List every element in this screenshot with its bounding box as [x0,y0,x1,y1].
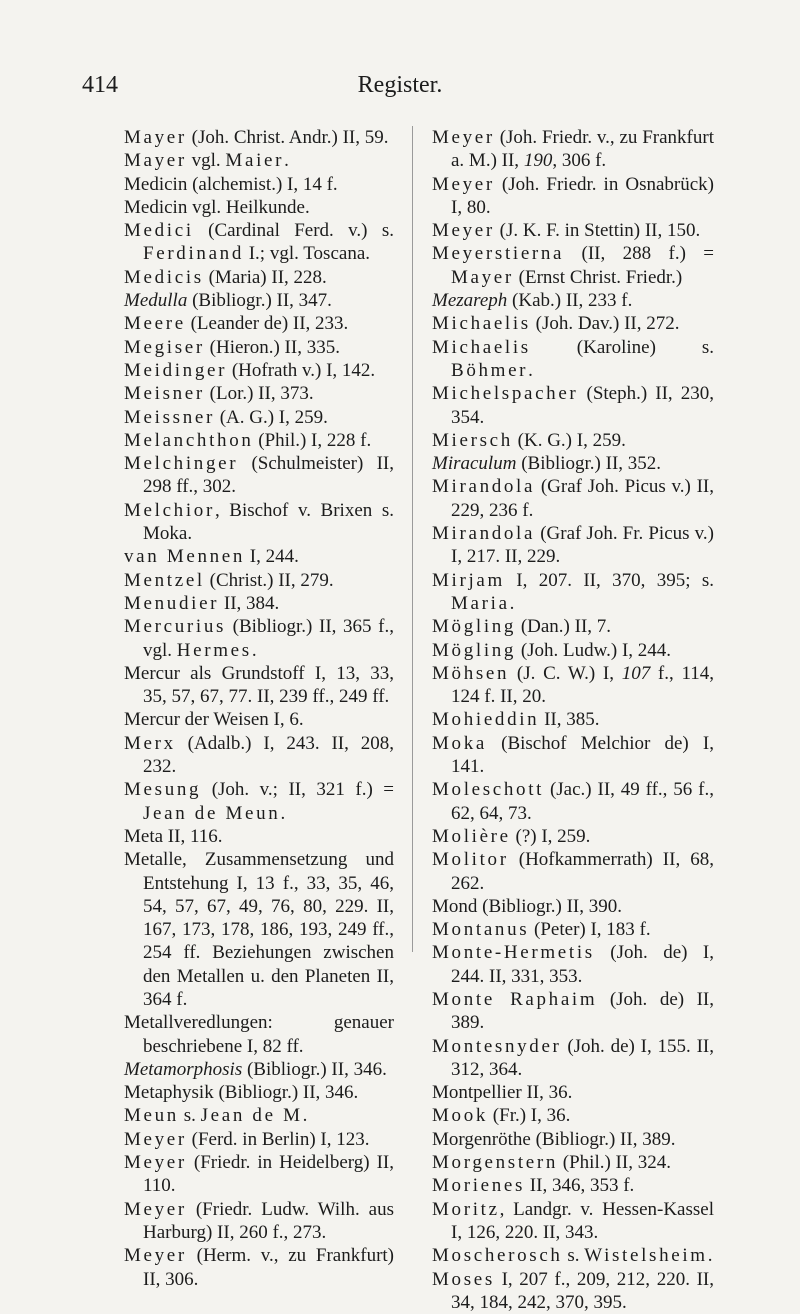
index-entry [124,1151,394,1198]
index-entry-name: Melanchthon [124,429,254,451]
index-entry-name: Moritz [432,1198,500,1220]
index-entry-text: (Joh. de) II, 389. [451,988,714,1034]
index-entry [432,312,714,335]
index-entry-text: (Bibliogr.) II, 365 f., vgl. [143,616,394,661]
index-entry-text: II, 384. [219,592,280,614]
index-entry [432,126,714,173]
index-entry [432,848,714,895]
index-entry [124,1081,394,1104]
index-entry-text: , Bischof v. Brixen s. Moka. [143,499,394,545]
index-entry-name: Mirjam [432,569,505,591]
index-entry [124,382,394,405]
index-entry-text: . [284,150,289,172]
index-entry-name: Monte-Hermetis [432,942,595,964]
index-entry [432,639,714,662]
index-entry-text: (Joh. Friedr. v., zu Frankfurt a. M.) II, [451,127,714,172]
index-entry [124,452,394,499]
index-entry-text: (Karoline) s. [530,336,714,358]
index-entry-name: Meyer [124,1245,187,1267]
index-entry [124,173,394,196]
index-entry-text: (Friedr. in Heidelberg) II, 110. [143,1152,394,1197]
index-entry [124,708,394,731]
index-entry [124,289,394,312]
index-entry-text: (Joh. v.; II, 321 f.) = [201,779,394,801]
index-entry [432,1151,714,1174]
index-entry [432,452,714,475]
index-entry-name: Mayer [124,127,187,148]
index-entry-text: Metalle, Zusammensetzung und Entstehung I, 13 f., 33, 35, 46, 54, 57, 67, 49, 76, 80, 229. II, 167, 173, 178, 186, 193, 249 ff., 254 ff. Beziehungen zwischen den Metallen u. den Planeten II, 364 f. [124,849,394,1010]
index-entry-text: s. [562,1245,585,1267]
index-entry-name: Jean de M [200,1105,303,1127]
index-entry-name: Meyer [432,127,495,148]
index-entry-text: vgl. [186,150,226,172]
index-entry-name: Möhsen [432,662,510,684]
index-entry-name: Miersch [432,429,513,451]
index-entry-text: (Bibliogr.) II, 347. [187,290,332,312]
index-entry-text: (Joh. Dav.) II, 272. [530,313,680,335]
index-entry-name: Moka [432,732,487,754]
index-entry-text: (Ernst Christ. Friedr.) [513,266,683,288]
index-entry-name: Meidinger [124,359,228,381]
index-entry-text: (Joh. de) I, 155. II, 312, 364. [451,1035,714,1080]
index-entry [124,848,394,1011]
index-entry-name: Meyer [124,1198,187,1220]
index-entry [432,895,714,918]
index-entry-text: 190 [523,150,553,172]
index-entry-text: (Graf Joh. Picus v.) II, 229, 236 f. [451,476,714,521]
index-entry-name: Meissner [124,406,215,428]
index-entry-name: Morgenstern [432,1152,559,1174]
index-entry-text: (Cardinal Ferd. v.) s. [193,220,394,242]
index-entry-text: (Bibliogr.) II, 346. [242,1058,387,1080]
column-divider [412,126,413,952]
index-entry-text: (Joh. de) I, 244. II, 331, 353. [451,942,714,987]
index-entry [124,592,394,615]
index-entry-text: (Joh. Friedr. in Osnabrück) I, 80. [451,173,714,218]
index-entry [432,732,714,779]
index-entry [124,312,394,335]
index-entry-name: Moleschott [432,779,545,801]
index-entry [432,289,714,312]
index-entry [124,196,394,219]
index-entry-name: Mohieddin [432,709,540,731]
index-entry [124,778,394,825]
index-entry-name: Medicis [124,266,204,288]
index-entry-name: Mirandola [432,523,536,545]
index-entry [432,918,714,941]
index-entry-name: Medici [124,220,194,242]
index-entry-text: (Friedr. Ludw. Wilh. aus Harburg) II, 260 f., 273. [143,1198,394,1243]
index-entry-name: Michelspacher [432,383,579,405]
index-entry [124,266,394,289]
index-entry [124,545,394,568]
index-entry-name: Moses [432,1268,495,1290]
index-entry-name: Meisner [124,383,205,405]
index-entry [432,1268,714,1314]
index-entry-name: Menudier [124,592,220,614]
index-entry-text: Miraculum [432,453,517,475]
index-entry [124,336,394,359]
index-entry-text: Montpellier II, 36. [432,1082,573,1104]
index-column-right [432,126,714,1314]
index-entry [432,242,714,289]
index-entry-name: Molitor [432,849,509,871]
index-entry-text: (Phil.) II, 324. [558,1152,671,1174]
index-entry [432,1081,714,1104]
index-entry [432,173,714,220]
index-entry-text: (Schulmeister) II, 298 ff., 302. [143,453,394,498]
index-entry-text: (Jac.) II, 49 ff., 56 f., 62, 64, 73. [451,779,714,824]
index-entry [432,1128,714,1151]
index-entry [432,1104,714,1127]
index-entry-text: Medicin (alchemist.) I, 14 f. [124,173,338,195]
index-entry [124,732,394,779]
index-entry [432,988,714,1035]
index-entry-text: I, 207. II, 370, 395; s. [504,569,714,591]
index-entry-text: (II, 288 f.) = [564,243,714,265]
index-entry [432,708,714,731]
index-entry-text: (Phil.) I, 228 f. [253,429,372,451]
index-entry-name: Ferdinand [143,243,244,265]
index-entry-text: (Ferd. in Berlin) I, 123. [186,1128,370,1150]
index-entry-name: Meyer [432,173,495,195]
index-entry-text: (Christ.) II, 279. [204,569,334,591]
index-entry-text: Metaphysik (Bibliogr.) II, 346. [124,1082,359,1104]
index-entry-text: Mond (Bibliogr.) II, 390. [432,895,622,917]
index-entry-text: , 306 f. [552,150,607,172]
index-entry-name: Mirandola [432,476,536,498]
index-entry-text: . [302,1105,308,1127]
index-entry-text: . [509,592,515,614]
index-entry [124,126,394,149]
index-entry-text: Mezareph [432,290,508,312]
index-entry-text: Mercur der Weisen I, 6. [124,709,304,731]
index-entry-text: II, 346, 353 f. [525,1175,635,1197]
index-entry [432,825,714,848]
index-entry-text: (Maria) II, 228. [203,266,327,288]
index-entry [124,1128,394,1151]
index-entry [432,336,714,383]
index-entry-text: . [280,802,286,824]
index-entry-text: Medulla [124,290,188,312]
index-entry-name: Molière [432,825,511,847]
index-entry [124,1104,394,1127]
index-entry-text: (Joh. Christ. Andr.) II, 59. [186,127,389,148]
index-entry-text: s. [178,1105,201,1127]
index-entry-text: (Hofrath v.) I, 142. [227,359,376,381]
index-entry [432,778,714,825]
index-entry-text: (Fr.) I, 36. [488,1105,571,1127]
index-entry-text: (Lor.) II, 373. [204,383,314,405]
index-entry-text: Morgenröthe (Bibliogr.) II, 389. [432,1128,676,1150]
index-entry-name: Michaelis [432,313,531,335]
index-entry-text: (J. C. W.) I, [509,662,622,684]
index-entry-text: (Adalb.) I, 243. II, 208, 232. [143,732,394,778]
index-entry [124,1011,394,1058]
index-entry-text: (Herm. v., zu Frankfurt) II, 306. [143,1245,394,1290]
index-entry-name: Moscherosch [432,1245,563,1267]
index-entry [432,615,714,638]
index-entry-name: Jean de Meun [143,802,281,824]
index-entry-text: Metamorphosis [124,1058,243,1080]
index-entry-text: (K. G.) I, 259. [512,429,626,451]
index-entry [432,569,714,616]
index-entry-name: Meyer [432,220,495,242]
index-entry-text: I, 207 f., 209, 212, 220. II, 34, 184, 242, 370, 395. [451,1268,714,1313]
index-entry [124,149,394,172]
index-entry-text: (Steph.) II, 230, 354. [451,383,714,428]
index-entry [432,475,714,522]
index-entry-text: Meta II, 116. [124,825,223,847]
index-entry [432,382,714,429]
index-entry [124,219,394,266]
index-entry [432,1244,714,1267]
index-entry-name: Maria [451,592,510,614]
page-title: Register. [357,72,443,98]
index-entry [124,662,394,709]
index-entry-name: Merx [124,732,176,754]
index-entry [124,359,394,382]
index-entry [432,1198,714,1245]
index-entry [432,522,714,569]
index-entry-name: Wistelsheim [584,1245,708,1267]
index-entry-text: (Hofkammerrath) II, 68, 262. [451,849,714,894]
index-entry-name: Mögling [432,616,517,638]
index-entry-name: Montesnyder [432,1035,562,1057]
index-entry-name: Mesung [124,779,202,801]
index-entry-name: Mayer [451,266,514,288]
index-entry [432,941,714,988]
index-entry-name: Mercurius [124,616,227,638]
index-entry-text: I, 244. [245,546,299,568]
index-entry-name: Mentzel [124,569,205,591]
index-entry [432,1174,714,1197]
index-entry-text: (Leander de) II, 233. [185,313,349,335]
index-entry-text: , Landgr. v. Hessen-Kassel I, 126, 220. II, 343. [451,1198,714,1243]
index-entry-text: (Peter) I, 183 f. [529,919,651,941]
index-entry-name: Mook [432,1105,489,1127]
index-entry-text: (A. G.) I, 259. [214,406,328,428]
index-entry-name: van Mennen [124,546,246,568]
index-entry [124,569,394,592]
index-entry-text: (?) I, 259. [510,825,591,847]
index-entry-name: Montanus [432,919,530,941]
index-entry-name: Meere [124,313,186,335]
index-entry-name: Morienes [432,1175,526,1197]
index-entry [432,429,714,452]
index-entry-name: Monte Raphaim [432,988,598,1010]
index-entry-text: (Hieron.) II, 335. [204,336,340,358]
index-entry-name: Meyerstierna [432,243,565,265]
index-entry-name: Meyer [124,1152,187,1174]
index-entry-text: II, 385. [539,709,600,731]
index-entry [432,219,714,242]
index-entry-text: Medicin vgl. Heilkunde. [124,196,310,218]
index-entry-text: (Dan.) II, 7. [516,616,612,638]
index-entry-text: . [528,359,533,381]
index-entry-text: Mercur als Grundstoff I, 13, 33, 35, 57, 67, 77. II, 239 ff., 249 ff. [124,662,394,708]
index-entry-name: Hermes [176,639,252,661]
index-entry-text: . [251,639,257,661]
page-number: 414 [82,72,118,98]
index-entry-text: Metallveredlungen: genauer beschriebene I, 82 ff. [124,1012,394,1057]
index-entry-text: 107 [621,662,651,684]
index-entry-name: Meyer [124,1128,187,1150]
index-entry [124,825,394,848]
index-entry [124,406,394,429]
index-entry-text: (Graf Joh. Fr. Picus v.) I, 217. II, 229. [451,523,714,568]
index-entry [124,1058,394,1081]
index-entry [124,499,394,546]
index-entry-text: (Bischof Melchior de) I, 141. [451,732,714,778]
index-entry [124,1198,394,1245]
index-column-left [124,126,394,1291]
index-entry [124,1244,394,1291]
index-entry-name: Megiser [124,336,205,358]
index-entry-name: Meun [124,1105,179,1127]
index-entry-name: Mayer [124,150,187,172]
index-entry [124,615,394,662]
index-entry-text: (Bibliogr.) II, 352. [516,453,662,475]
index-entry-name: Mögling [432,639,517,661]
index-entry-text: (J. K. F. in Stettin) II, 150. [494,220,701,242]
index-entry-name: Böhmer [451,359,529,381]
index-entry-text: f., 114, 124 f. II, 20. [451,662,714,708]
index-entry [432,1035,714,1082]
index-entry [432,662,714,709]
index-entry-name: Maier [225,150,285,172]
index-entry-name: Melchinger [124,453,239,475]
index-entry-text: (Joh. Ludw.) I, 244. [516,639,672,661]
index-entry [124,429,394,452]
index-entry-name: Michaelis [432,336,531,358]
index-entry-name: Melchior [124,499,215,521]
index-entry-text: I.; vgl. Toscana. [243,243,370,265]
index-entry-text: . [707,1245,713,1267]
index-entry-text: (Kab.) II, 233 f. [507,290,633,312]
